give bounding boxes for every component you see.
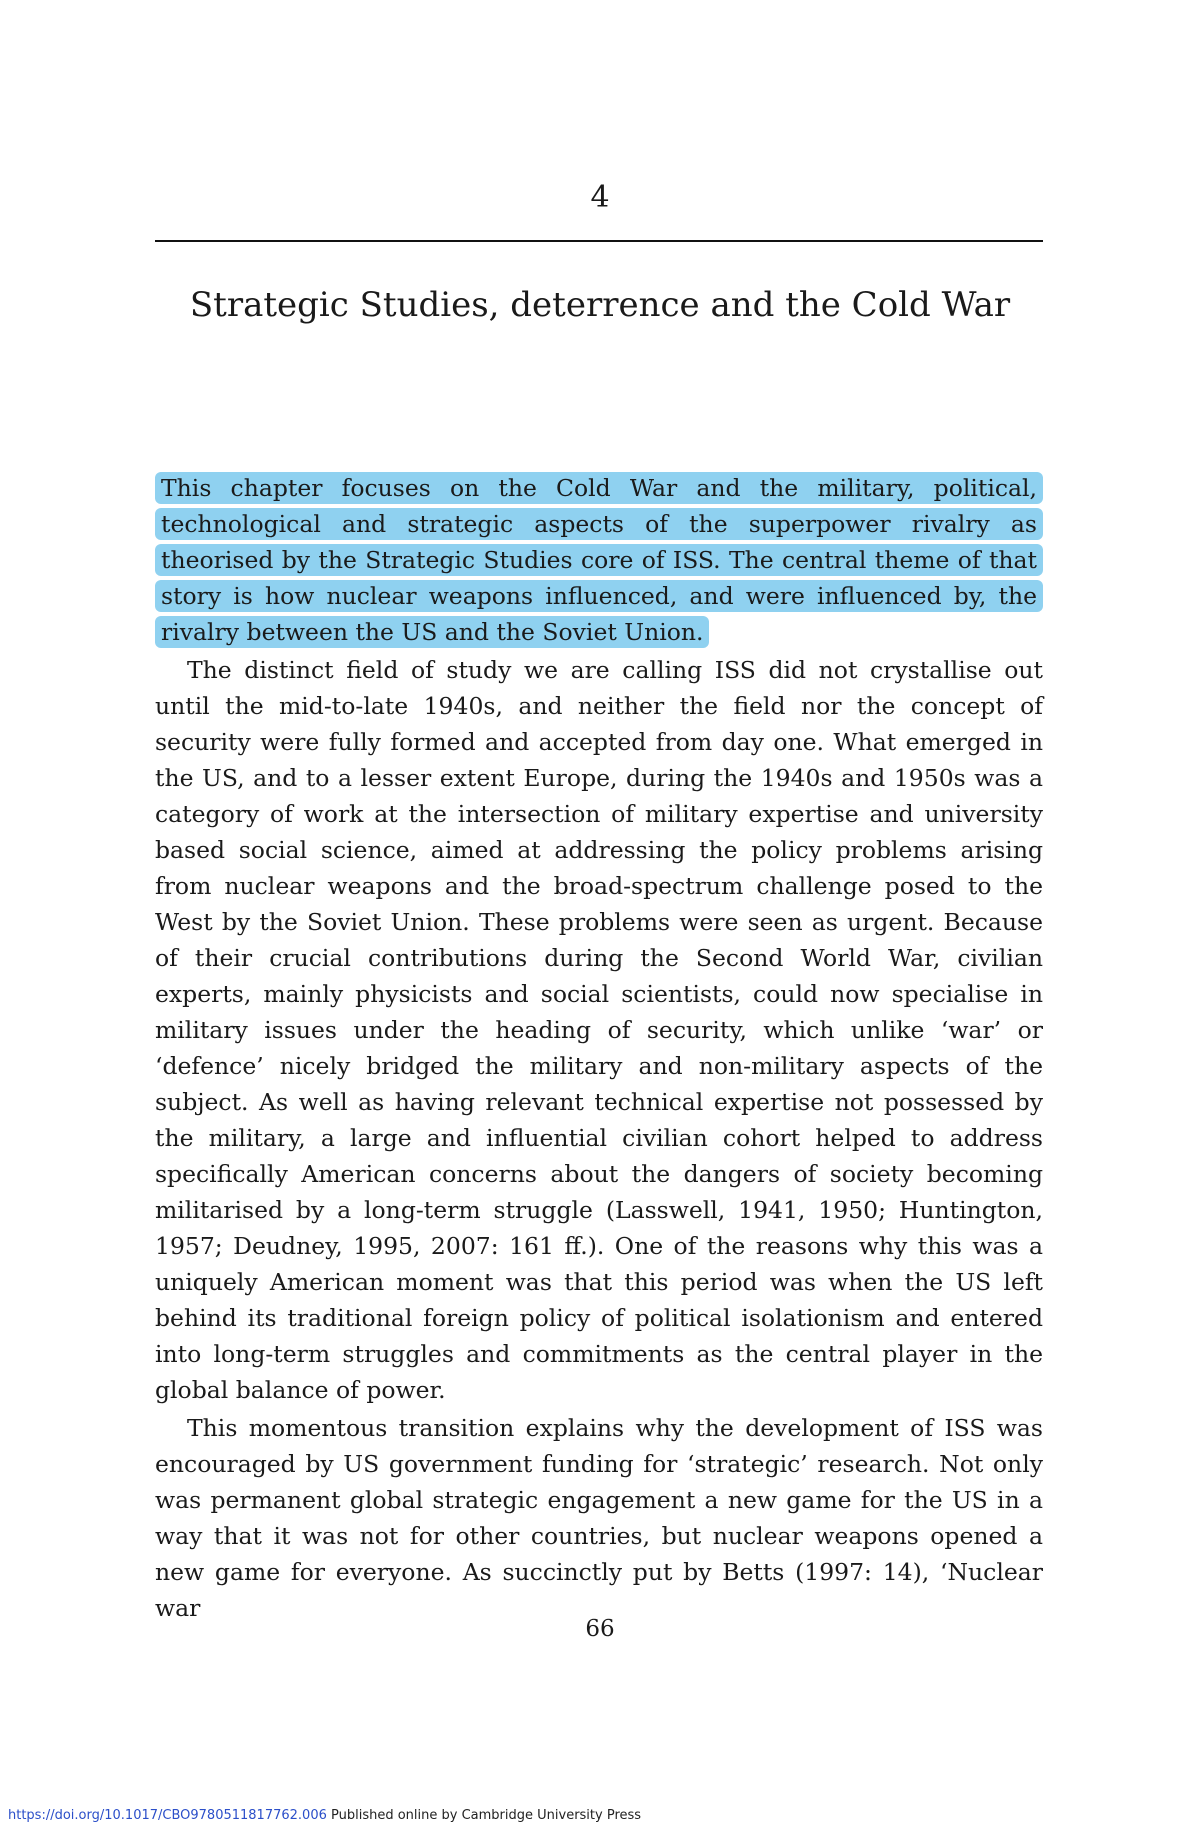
chapter-number: 4 [590, 180, 610, 215]
body-paragraph: This momentous transition explains why the development of ISS was encouraged by US government funding for ‘strategic’ research. Not only was permanent global strategic engagement a new game for the US in a way that it was not for other countries, but nuclear weapons opened a new game for everyone. As succinctly put by Betts (1997: 14), ‘Nuclear war [155, 1414, 1043, 1622]
footer [8, 1807, 641, 1825]
publisher-note: Published online by Cambridge University Press [331, 1808, 642, 1823]
chapter-body [155, 470, 1043, 1626]
page-number: 66 [585, 1616, 615, 1642]
abstract-paragraph[interactable] [155, 470, 1043, 650]
doi-link[interactable]: https://doi.org/10.1017/CBO9780511817762.006 [8, 1808, 327, 1823]
chapter-divider [155, 240, 1043, 242]
body-paragraph: The distinct field of study we are calling ISS did not crystallise out until the mid-to-late 1940s, and neither the field nor the concept of security were fully formed and accepted from day one. What emerged in the US, and to a lesser extent Europe, during the 1940s and 1950s was a category of work at the intersection of military expertise and university based social science, aimed at addressing the policy problems arising from nuclear weapons and the broad-spectrum challenge posed to the West by the Soviet Union. These problems were seen as urgent. Because of their crucial contributions during the Second World War, civilian experts, mainly physicists and social scientists, could now specialise in military issues under the heading of security, which unlike ‘war’ or ‘defence’ nicely bridged the military and non-military aspects of the subject. As well as having relevant technical expertise not possessed by the military, a large and influential civilian cohort helped to address specifically American concerns about the dangers of society becoming militarised by a long-term struggle (Lasswell, 1941, 1950; Huntington, 1957; Deudney, 1995, 2007: 161 ff.). One of the reasons why this was a uniquely American moment was that this period was when the US left behind its traditional foreign policy of political isolationism and entered into long-term struggles and commitments as the central player in the global balance of power. [155, 656, 1043, 1404]
highlighted-selection[interactable]: This chapter focuses on the Cold War and the military, political, technological and strategic aspects of the superpower rivalry as theorised by the Strategic Studies core of ISS. The central theme of that story is how nuclear weapons influenced, and were influenced by, the rivalry between the US and the Soviet Union. [155, 472, 1043, 648]
chapter-title: Strategic Studies, deterrence and the Cold War [189, 285, 1011, 325]
